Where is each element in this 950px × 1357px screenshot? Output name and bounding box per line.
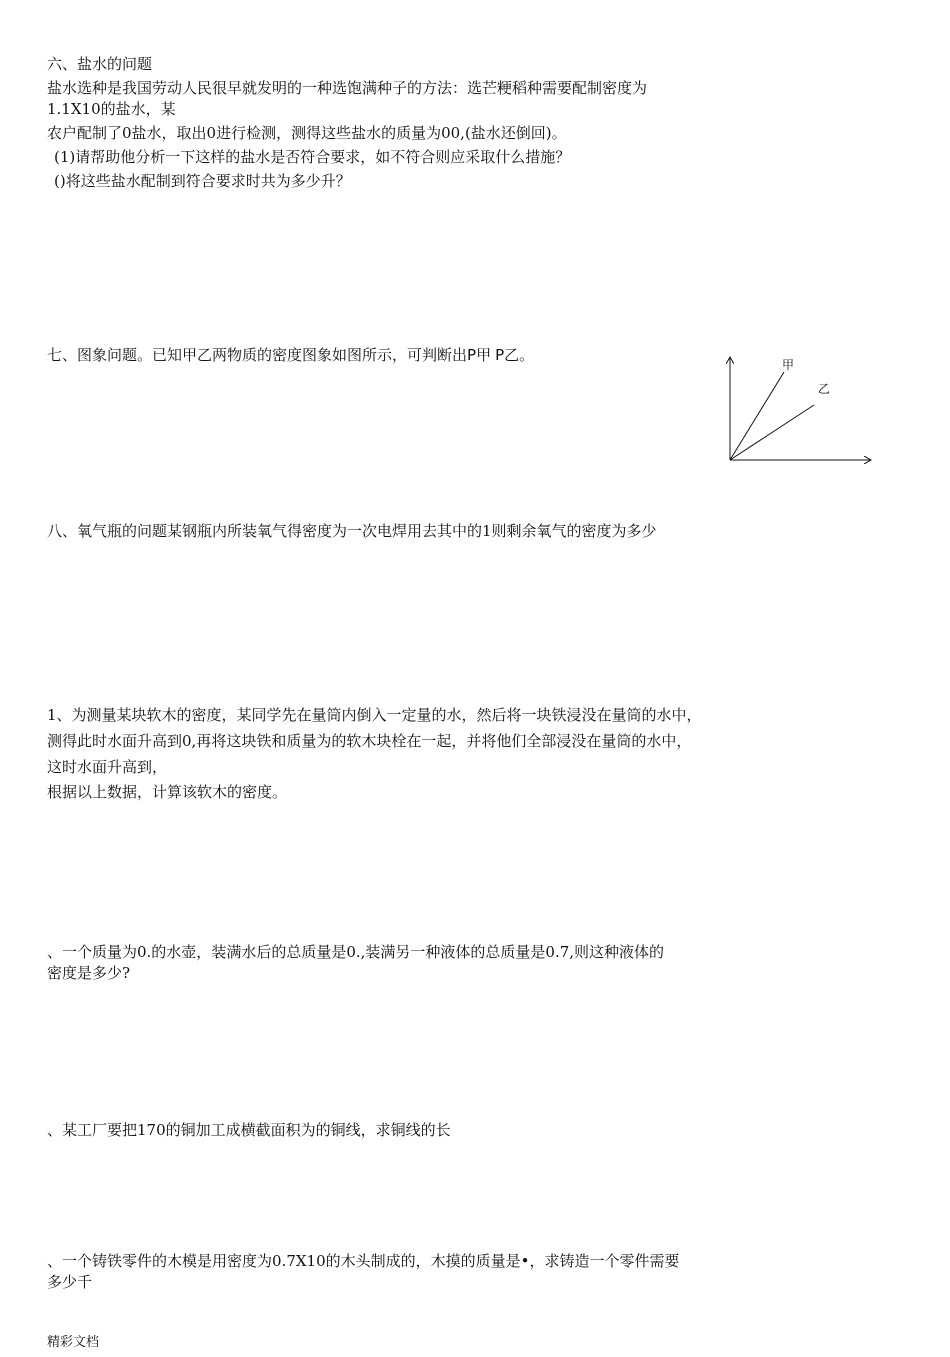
rho-subscript-2: 乙。 [504,346,535,364]
rho-symbol-1: P [467,346,477,364]
section6-line3: 农户配制了0盐水，取出0进行检测，测得这些盐水的质量为00,(盐水还倒回)。 [47,124,567,142]
section7-text [47,346,534,364]
line-b [730,405,814,460]
line-a-label: 甲 [782,358,795,372]
line-b-label: 乙 [818,382,831,396]
rho-subscript-1: 甲 [476,346,492,364]
problem4-line1: 、一个铸铁零件的木模是用密度为0.7X10的木头制成的，木摸的质量是•，求铸造一个零件需要 [47,1252,680,1270]
problem2-line2: 密度是多少? [47,964,131,982]
section6-line2: 1.1X10的盐水，某 [47,100,176,118]
page-footer: 精彩文档 [47,1335,100,1350]
problem1-line2: 测得此时水面升高到0,再将这块铁和质量为的软木块栓在一起，并将他们全部浸没在量筒的水中， [47,732,692,750]
density-graph [718,350,878,465]
problem2-line1: 、一个质量为0.的水壶，装满水后的总质量是0.,装满另一种液体的总质量是0.7,则这种液体的 [47,943,665,961]
section6-question1: (1)请帮助他分析一下这样的盐水是否符合要求，如不符合则应采取什么措施？ [54,148,571,166]
section7-statement: 七、图象问题。已知甲乙两物质的密度图象如图所示，可判断出 [47,346,468,364]
section6-heading: 六、盐水的问题 [47,55,153,73]
problem1-line4: 根据以上数据，计算该软木的密度。 [47,783,288,801]
rho-symbol-2: P [495,346,505,364]
problem1-line1: 1、为测量某块软木的密度，某同学先在量筒内倒入一定量的水，然后将一块铁浸没在量筒的水中， [47,706,702,724]
problem3-line1: 、某工厂要把170的铜加工成横截面积为的铜线，求铜线的长 [47,1121,451,1139]
section8-text: 八、氧气瓶的问题某钢瓶内所装氧气得密度为一次电焊用去其中的1则剩余氧气的密度为多少 [47,522,657,540]
line-a [730,372,784,460]
problem4-line2: 多少千 [47,1273,93,1291]
section6-line1: 盐水选种是我国劳动人民很早就发明的一种选饱满种子的方法：选芒粳稻种需要配制密度为 [47,79,648,97]
problem1-line3: 这时水面升高到， [47,758,168,776]
section6-question2: ()将这些盐水配制到符合要求时共为多少升？ [54,172,351,190]
